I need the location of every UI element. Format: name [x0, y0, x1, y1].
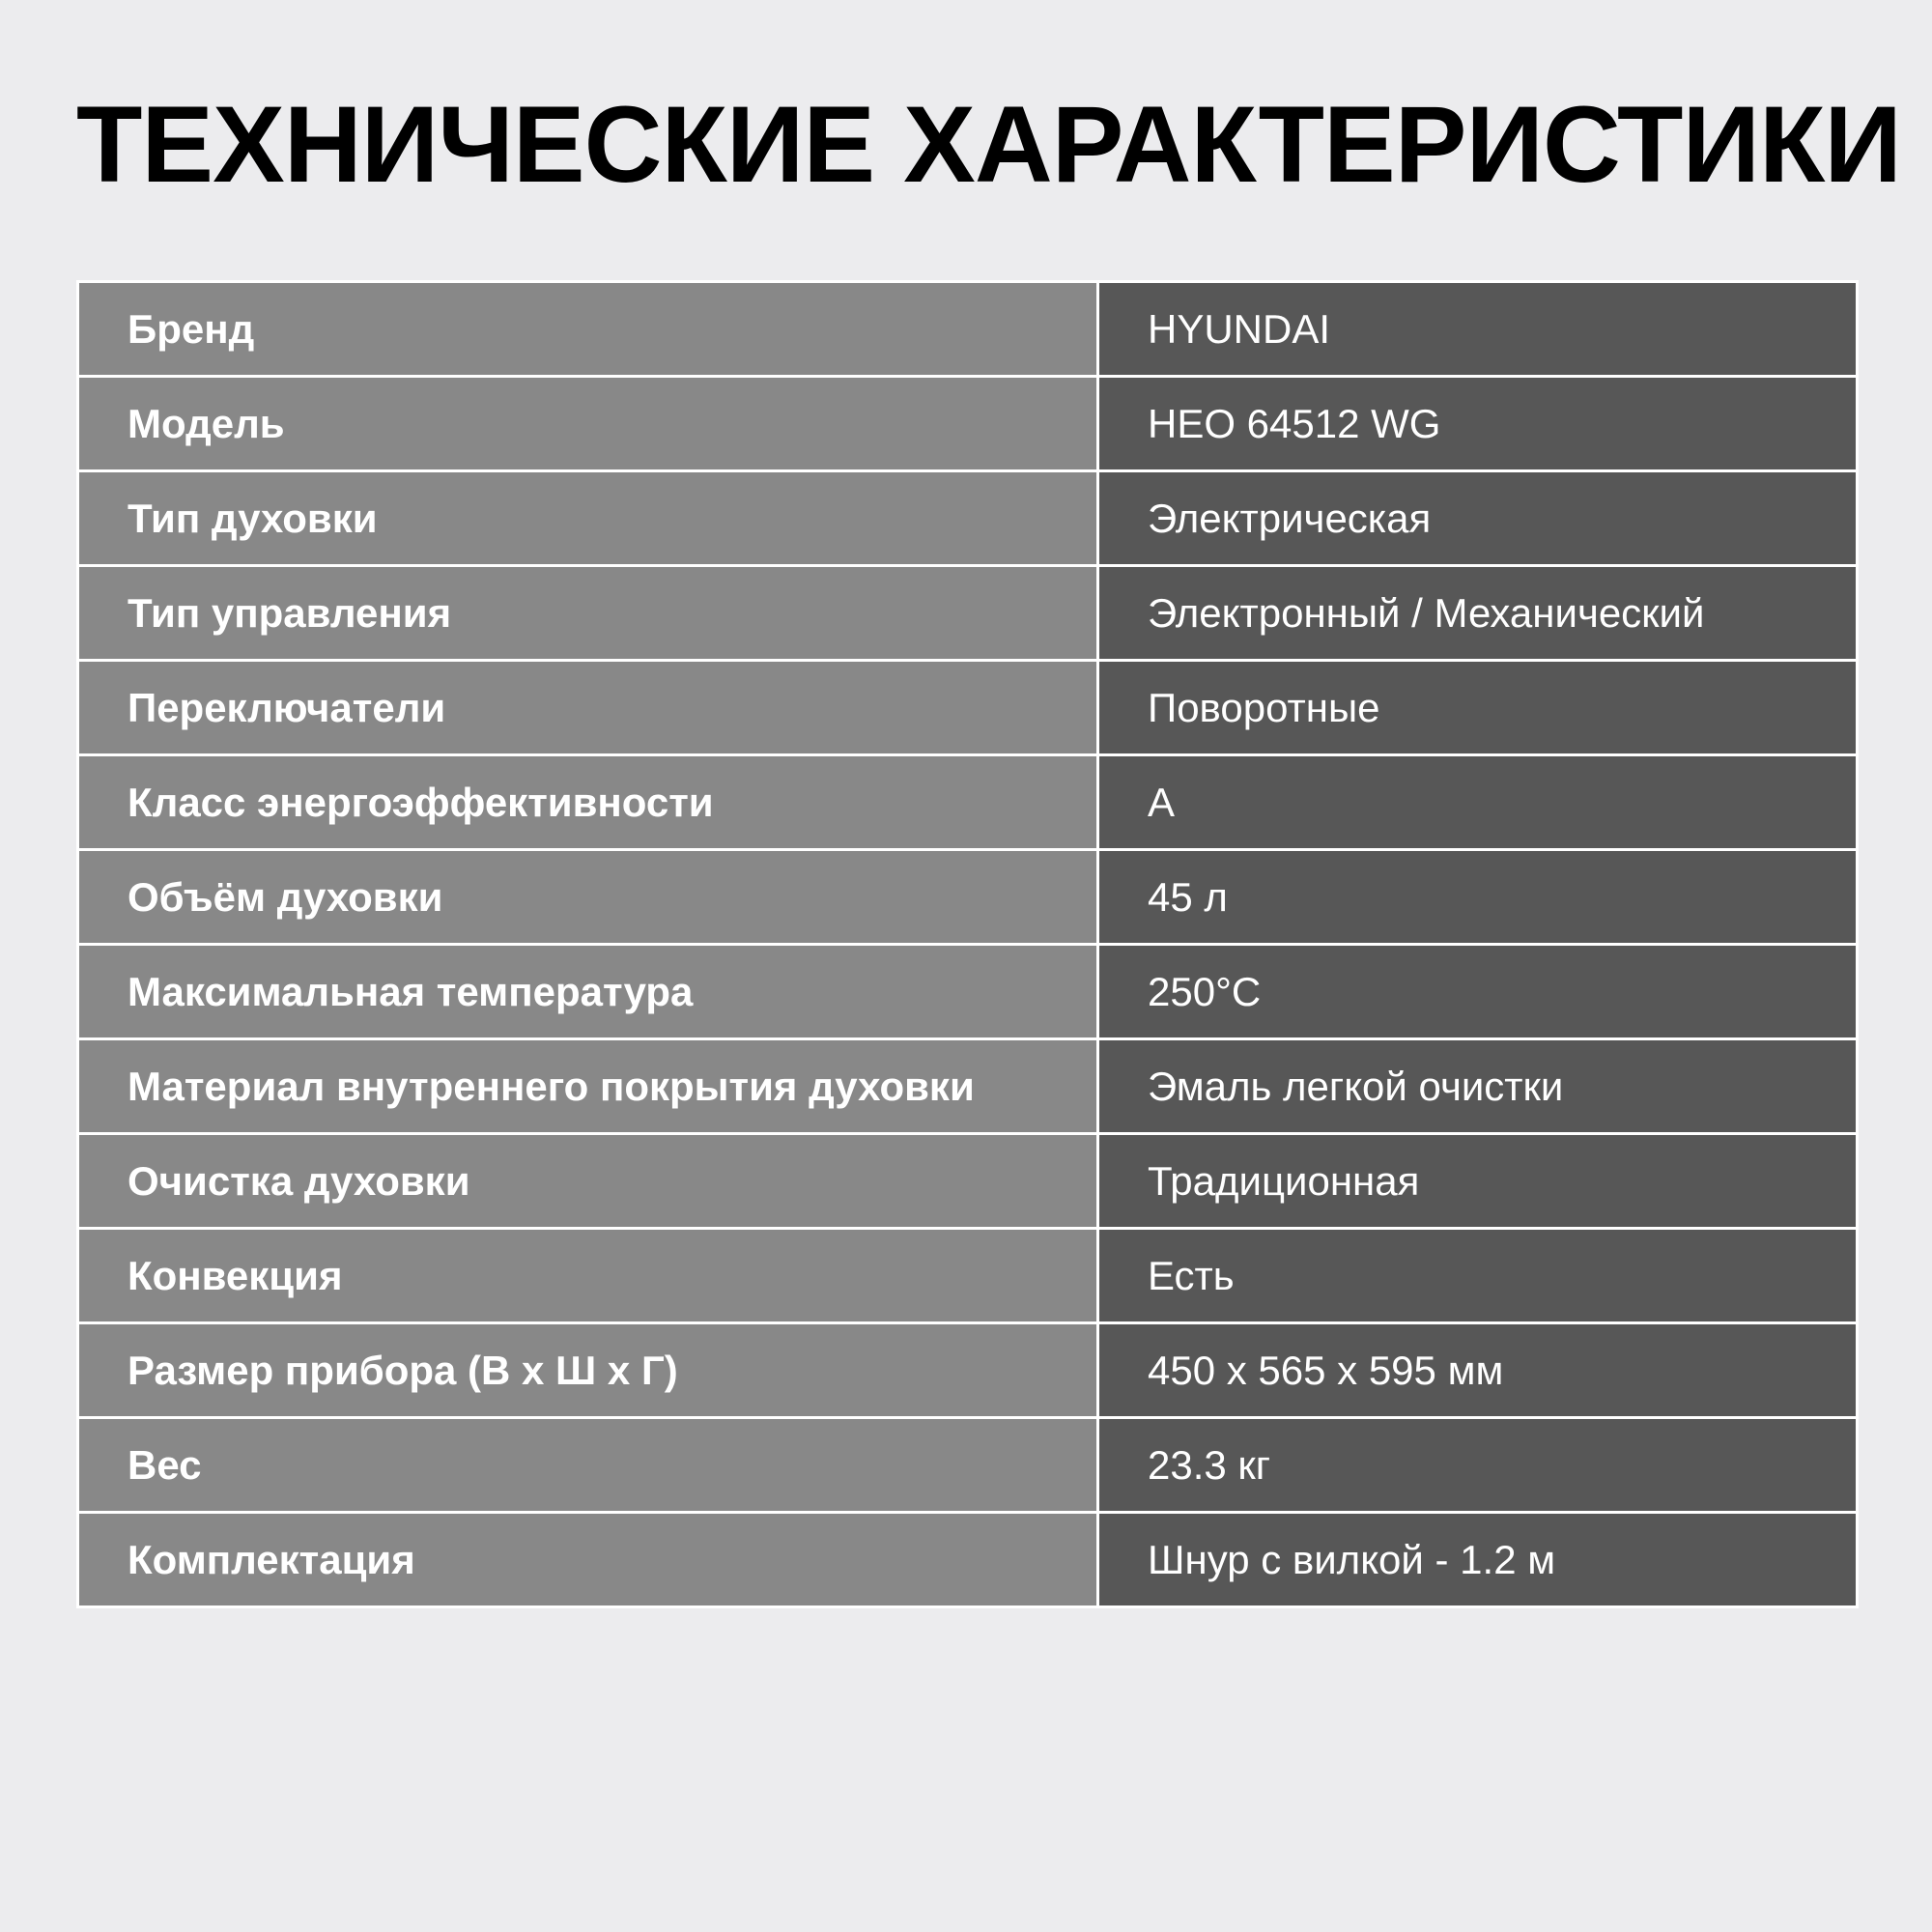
- spec-label: Очистка духовки: [78, 1134, 1098, 1229]
- spec-row-coating: [78, 1039, 1858, 1134]
- spec-row-weight: [78, 1418, 1858, 1513]
- spec-value: Традиционная: [1098, 1134, 1858, 1229]
- spec-row-oven-type: [78, 471, 1858, 566]
- spec-row-energy-class: [78, 755, 1858, 850]
- spec-label: Переключатели: [78, 661, 1098, 755]
- spec-value: HYUNDAI: [1098, 282, 1858, 377]
- spec-row-cleaning: [78, 1134, 1858, 1229]
- spec-value: Электронный / Механический: [1098, 566, 1858, 661]
- spec-row-brand: [78, 282, 1858, 377]
- spec-label: Тип духовки: [78, 471, 1098, 566]
- spec-row-max-temperature: [78, 945, 1858, 1039]
- page-title: ТЕХНИЧЕСКИЕ ХАРАКТЕРИСТИКИ: [76, 84, 1901, 205]
- spec-label: Объём духовки: [78, 850, 1098, 945]
- spec-row-control-type: [78, 566, 1858, 661]
- spec-value: Поворотные: [1098, 661, 1858, 755]
- spec-value: Шнур с вилкой - 1.2 м: [1098, 1513, 1858, 1607]
- spec-label: Комплектация: [78, 1513, 1098, 1607]
- spec-label: Максимальная температура: [78, 945, 1098, 1039]
- spec-label: Класс энергоэффективности: [78, 755, 1098, 850]
- spec-value: A: [1098, 755, 1858, 850]
- spec-label: Конвекция: [78, 1229, 1098, 1323]
- spec-label: Вес: [78, 1418, 1098, 1513]
- spec-row-model: [78, 377, 1858, 471]
- spec-row-package: [78, 1513, 1858, 1607]
- spec-value: 250°C: [1098, 945, 1858, 1039]
- spec-value: Эмаль легкой очистки: [1098, 1039, 1858, 1134]
- spec-label: Модель: [78, 377, 1098, 471]
- spec-label: Тип управления: [78, 566, 1098, 661]
- spec-value: 450 х 565 х 595 мм: [1098, 1323, 1858, 1418]
- spec-row-convection: [78, 1229, 1858, 1323]
- spec-label: Материал внутреннего покрытия духовки: [78, 1039, 1098, 1134]
- spec-value: 45 л: [1098, 850, 1858, 945]
- spec-value: HEO 64512 WG: [1098, 377, 1858, 471]
- spec-label: Размер прибора (В х Ш х Г): [78, 1323, 1098, 1418]
- specs-table: [76, 280, 1859, 1608]
- spec-value: Электрическая: [1098, 471, 1858, 566]
- spec-row-dimensions: [78, 1323, 1858, 1418]
- spec-row-switches: [78, 661, 1858, 755]
- spec-label: Бренд: [78, 282, 1098, 377]
- spec-row-volume: [78, 850, 1858, 945]
- spec-value: 23.3 кг: [1098, 1418, 1858, 1513]
- spec-value: Есть: [1098, 1229, 1858, 1323]
